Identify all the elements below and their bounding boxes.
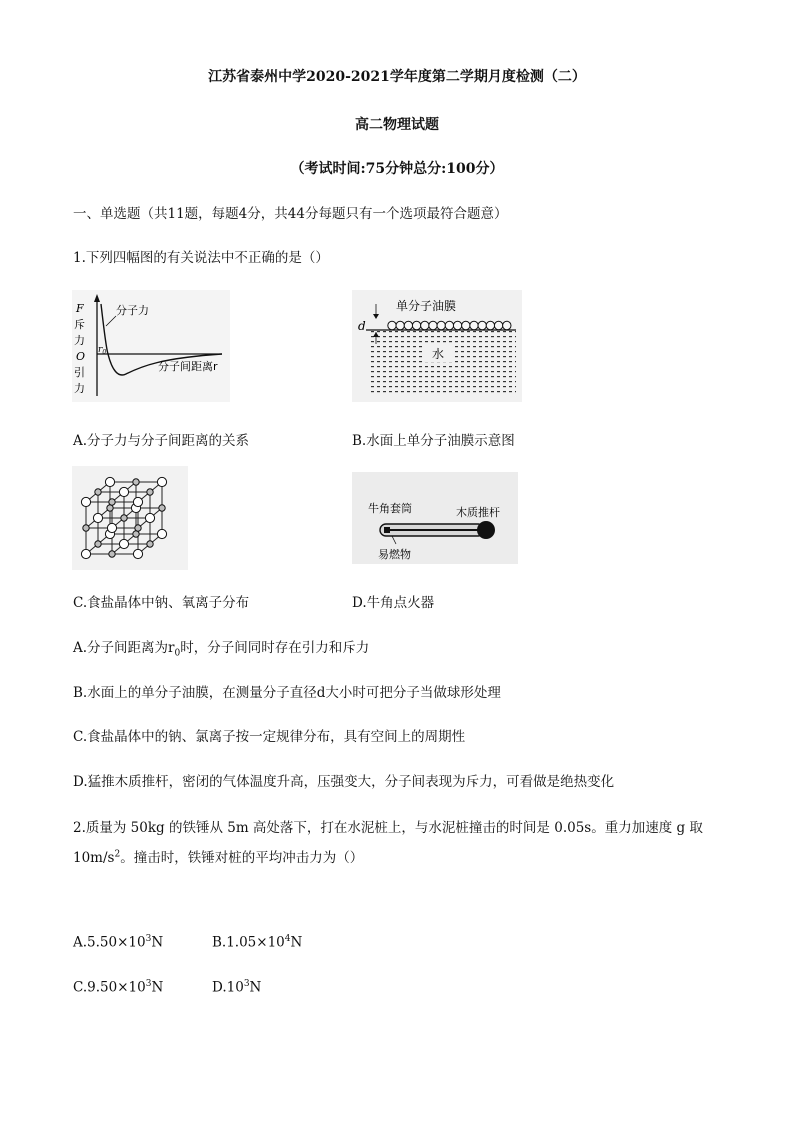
q1-option-d: D.猛推木质推杆，密闭的气体温度升高，压强变大，分子间表现为斥力，可看做是绝热变化 <box>73 774 615 790</box>
sodium-ion <box>133 531 139 537</box>
oil-molecule <box>462 321 470 329</box>
sodium-ion <box>107 505 113 511</box>
q2-option-c-text: C.9.50×10 <box>73 979 146 996</box>
chloride-ion <box>119 487 128 496</box>
oil-molecule <box>421 321 429 329</box>
q1-option-a <box>73 636 369 659</box>
q2-option-c <box>73 979 163 996</box>
y-label-yin: 引 <box>74 366 85 379</box>
chloride-ion <box>107 523 116 532</box>
y-label-o: O <box>76 350 86 363</box>
y-label-f: F <box>76 302 84 315</box>
q2-stem-line2-text: 10m/s <box>73 850 115 866</box>
q2-option-b <box>212 934 302 951</box>
q2-stem-line2-text-end: 。撞击时，铁锤对桩的平均冲击力为（） <box>120 850 364 866</box>
film-label: 单分子油膜 <box>396 299 457 313</box>
q2-option-a-sup: 3 <box>145 934 152 944</box>
sodium-ion <box>109 551 115 557</box>
chloride-ion <box>133 549 142 558</box>
chloride-ion <box>81 549 90 558</box>
q1-option-a-sub: 0 <box>174 648 181 659</box>
chloride-ion <box>105 477 114 486</box>
exam-info: （考试时间:75分钟总分:100分） <box>290 161 504 177</box>
q1-option-c: C.食盐晶体中的钠、氯离子按一定规律分布，具有空间上的周期性 <box>73 729 466 745</box>
d-label: d <box>358 319 366 333</box>
q2-option-a <box>73 934 163 951</box>
oil-molecule <box>503 321 511 329</box>
figure-a-force-curve <box>72 290 230 402</box>
oil-molecule <box>470 321 478 329</box>
q2-stem-line2 <box>73 846 363 866</box>
y-label-li2: 力 <box>74 382 85 395</box>
q2-option-c-sup: 3 <box>145 979 152 989</box>
section-heading: 一、单选题（共11题，每题4分，共44分每题只有一个选项最符合题意） <box>73 206 508 222</box>
chloride-ion <box>93 513 102 522</box>
sodium-ion <box>159 505 165 511</box>
curve-label: 分子力 <box>116 304 149 317</box>
water-label: 水 <box>432 347 445 361</box>
sodium-ion <box>83 525 89 531</box>
chloride-ion <box>157 529 166 538</box>
oil-molecule <box>396 321 404 329</box>
oil-molecule <box>453 321 461 329</box>
x-label: 分子间距离r <box>158 360 218 373</box>
sodium-ion <box>147 489 153 495</box>
exam-title: 江苏省泰州中学2020-2021学年度第二学期月度检测（二） <box>208 69 586 85</box>
exam-subtitle: 高二物理试题 <box>355 117 439 133</box>
rod-label: 木质推杆 <box>456 506 500 519</box>
y-label-chi: 斥 <box>74 318 85 331</box>
chloride-ion <box>133 497 142 506</box>
sodium-ion <box>95 489 101 495</box>
q2-stem-line1: 2.质量为 50kg 的铁锤从 5m 高处落下，打在水泥桩上，与水泥桩撞击的时间是 0.05s。重力加速度 g 取 <box>73 820 703 836</box>
q2-option-d-text: D.10 <box>212 979 244 996</box>
oil-molecule <box>404 321 412 329</box>
q2-option-d-unit: N <box>249 979 262 996</box>
figure-d-caption: D.牛角点火器 <box>352 595 435 611</box>
sleeve-label: 牛角套筒 <box>368 502 412 515</box>
q2-option-b-text: B.1.05×10 <box>212 934 285 951</box>
oil-molecule <box>388 321 396 329</box>
oil-molecule <box>478 321 486 329</box>
chloride-ion <box>145 513 154 522</box>
fuel-label: 易燃物 <box>378 548 411 561</box>
sodium-ion <box>121 515 127 521</box>
figure-c-crystal-lattice <box>72 466 188 570</box>
q1-option-a-text-end: 时，分子间同时存在引力和斥力 <box>180 640 370 656</box>
sodium-ion <box>147 541 153 547</box>
sodium-ion <box>135 525 141 531</box>
q2-option-c-unit: N <box>151 979 164 996</box>
chloride-ion <box>81 497 90 506</box>
oil-molecule <box>429 321 437 329</box>
q2-option-d <box>212 979 261 996</box>
oil-molecule <box>486 321 494 329</box>
r0-label: r <box>98 345 103 355</box>
q2-option-d-sup: 3 <box>243 979 250 989</box>
oil-molecule <box>412 321 420 329</box>
q1-option-b: B.水面上的单分子油膜，在测量分子直径d大小时可把分子当做球形处理 <box>73 685 501 701</box>
chloride-ion <box>119 539 128 548</box>
oil-molecule <box>437 321 445 329</box>
r0-sub: 0 <box>102 349 107 356</box>
q2-stem-line2-sup: 2 <box>114 849 121 860</box>
sodium-ion <box>95 541 101 547</box>
figure-b-caption: B.水面上单分子油膜示意图 <box>352 433 515 449</box>
sodium-ion <box>133 479 139 485</box>
oil-molecule <box>445 321 453 329</box>
figure-b-oil-film <box>352 290 522 402</box>
q2-option-a-text: A.5.50×10 <box>73 934 146 951</box>
q2-option-a-unit: N <box>151 934 164 951</box>
q1-option-a-text: A.分子间距离为r <box>73 640 175 656</box>
figure-c-caption: C.食盐晶体中钠、氧离子分布 <box>73 595 250 611</box>
q2-option-b-sup: 4 <box>284 934 291 944</box>
figure-d-fire-piston <box>352 472 518 564</box>
figure-a-caption: A.分子力与分子间距离的关系 <box>73 433 250 449</box>
q2-option-b-unit: N <box>290 934 303 951</box>
q1-stem: 1.下列四幅图的有关说法中不正确的是（） <box>73 250 329 266</box>
oil-molecule <box>494 321 502 329</box>
chloride-ion <box>157 477 166 486</box>
y-label-li1: 力 <box>74 334 85 347</box>
sodium-ion <box>109 499 115 505</box>
